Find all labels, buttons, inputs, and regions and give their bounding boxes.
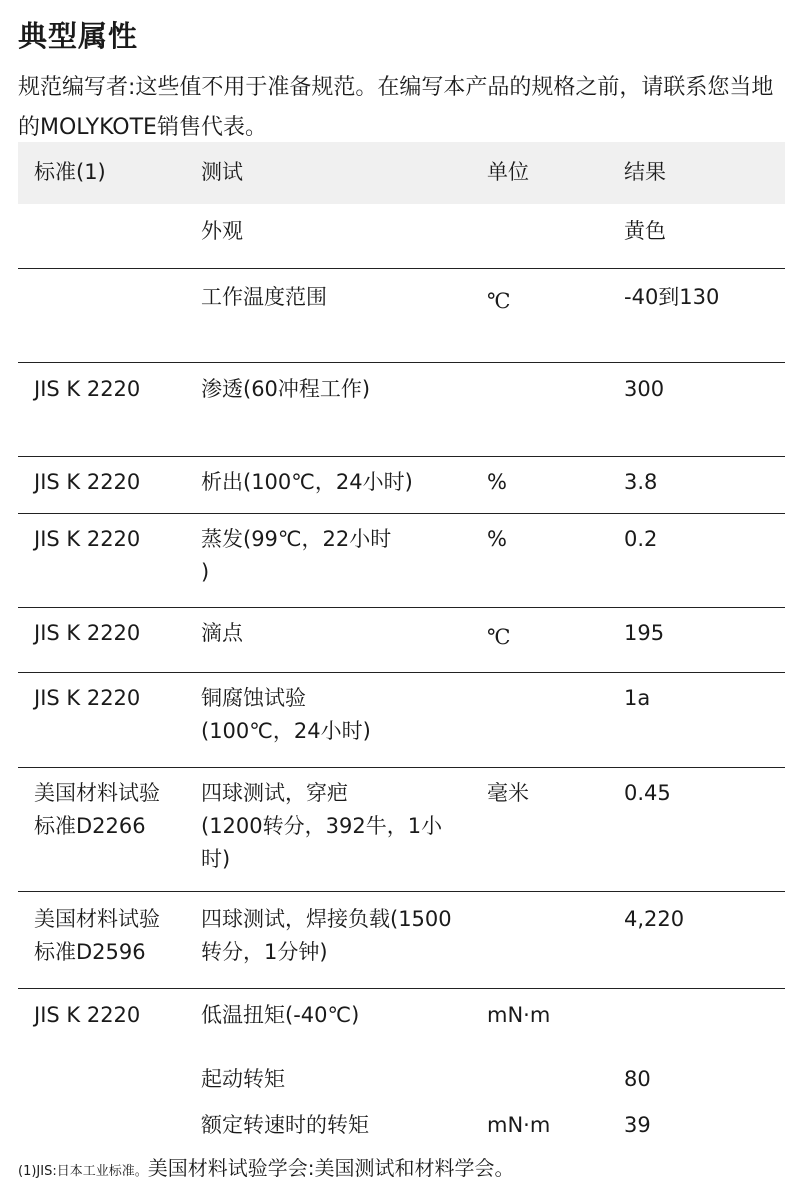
header-standard: 标准(1) [34,160,106,184]
cell-standard: JIS K 2220 [34,621,141,645]
subcell-test: 额定转速时的转矩 [201,1113,369,1137]
properties-table [18,142,785,1157]
header-unit: 单位 [487,160,529,184]
cell-result: 300 [624,377,665,401]
cell-result: 0.45 [624,781,671,805]
cell-unit: ℃ [487,625,511,649]
cell-unit: 毫米 [487,781,529,805]
cell-result: 0.2 [624,527,658,551]
cell-test: 蒸发(99℃，22小时 ) [201,527,392,584]
subcell-test: 起动转矩 [201,1067,285,1091]
cell-result: 1a [624,686,651,710]
subcell-result: 39 [624,1113,651,1137]
cell-test: 工作温度范围 [201,285,327,309]
table-row [18,204,785,269]
table-row [18,608,785,673]
cell-test: 析出(100℃，24小时) [201,470,413,494]
cell-result: -40到130 [624,285,720,309]
header-result: 结果 [624,160,666,184]
cell-result: 黄色 [624,219,666,243]
cell-test: 铜腐蚀试验 (100℃，24小时) [201,686,371,743]
cell-result: 4,220 [624,907,685,931]
table-row [18,514,785,608]
table-row [18,768,785,892]
intro-text: 规范编写者:这些值不用于准备规范。在编写本产品的规格之前，请联系您当地的MOLYKOTE销售代表。 [18,75,774,140]
cell-test: 渗透(60冲程工作) [201,377,371,401]
table-row [18,269,785,363]
cell-unit: mN·m [487,1003,551,1027]
cell-standard: 美国材料试验 标准D2266 [34,781,160,838]
cell-standard: JIS K 2220 [34,686,141,710]
cell-unit: % [487,470,507,494]
table-row [18,673,785,768]
table-row [18,892,785,989]
cell-standard: JIS K 2220 [34,470,141,494]
cell-standard: 美国材料试验 标准D2596 [34,907,160,964]
cell-standard: JIS K 2220 [34,377,141,401]
cell-unit: % [487,527,507,551]
page-title: 典型属性 [18,19,139,53]
subcell-unit: mN·m [487,1113,551,1137]
footnote [18,1152,514,1181]
subcell-result: 80 [624,1067,651,1091]
cell-result: 3.8 [624,470,658,494]
header-test: 测试 [201,160,243,184]
cell-standard: JIS K 2220 [34,1003,141,1027]
cell-test: 低温扭矩(-40℃) [201,1003,360,1027]
cell-result: 195 [624,621,665,645]
table-row [18,363,785,457]
cell-test: 四球测试，穿疤 (1200转分，392牛，1小 时) [201,781,443,871]
cell-test: 滴点 [201,621,243,645]
cell-unit: ℃ [487,289,511,313]
table-row [18,457,785,514]
cell-standard: JIS K 2220 [34,527,141,551]
table-row [18,989,785,1157]
cell-test: 外观 [201,219,243,243]
table-header [18,142,785,204]
footnote-astm: 美国材料试验学会:美国测试和材料学会。 [147,1156,515,1180]
cell-test: 四球测试，焊接负载(1500 转分，1分钟) [201,907,452,964]
table-body [18,204,785,1157]
footnote-jis: (1)JIS:日本工业标准。 [18,1164,148,1179]
